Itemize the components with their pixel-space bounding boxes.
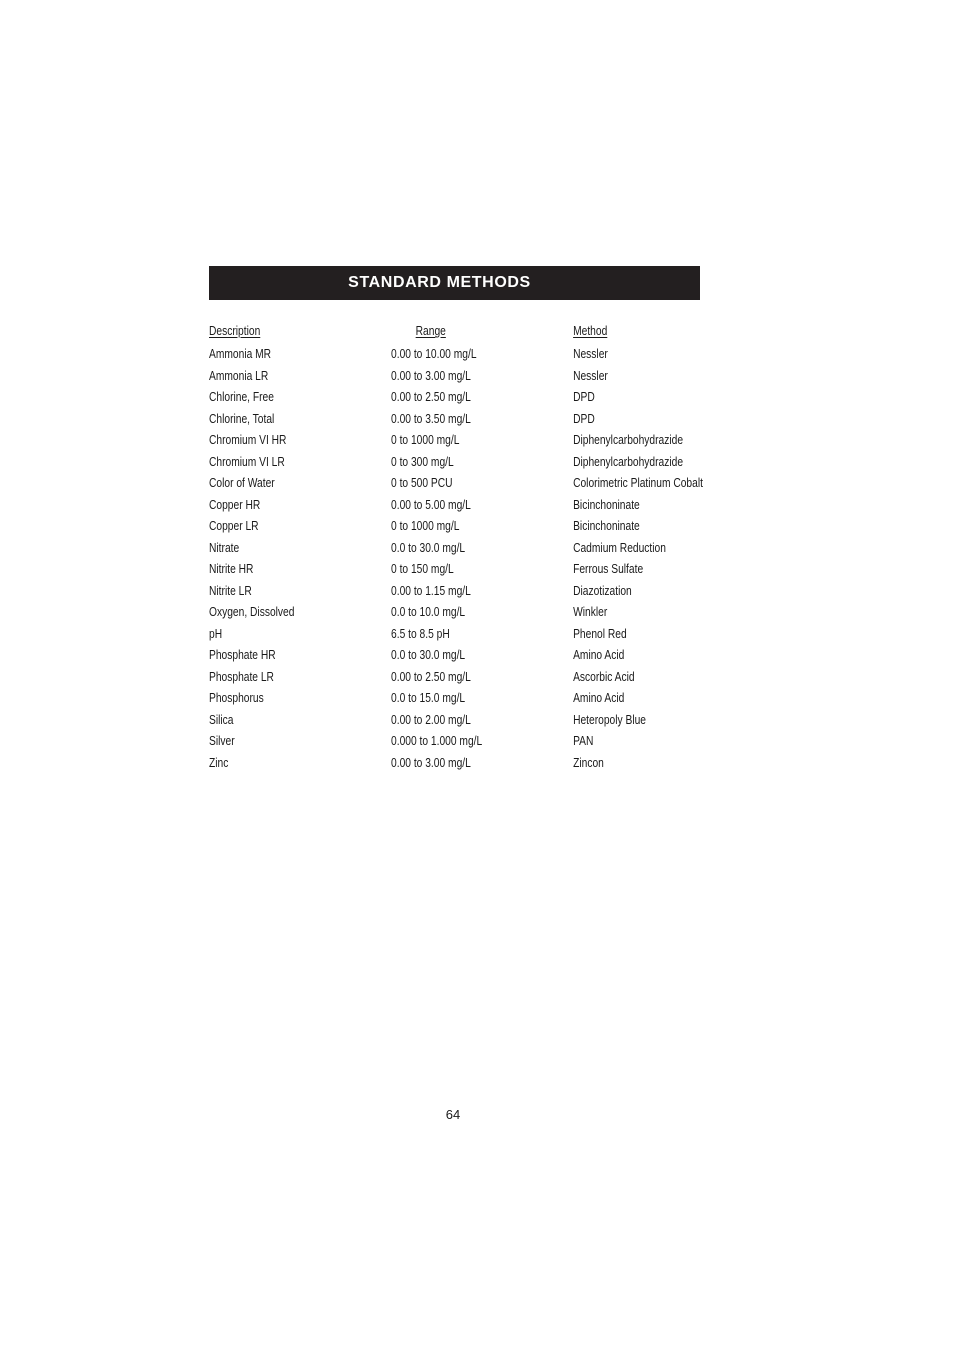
- cell-method: Diphenylcarbohydrazide: [573, 454, 684, 469]
- cell-method: Diazotization: [573, 583, 632, 598]
- cell-range: 0.00 to 5.00 mg/L: [391, 497, 471, 512]
- cell-range: 0 to 1000 mg/L: [391, 519, 460, 533]
- cell-range: 0 to 1000 mg/L: [391, 433, 460, 447]
- table-row: [209, 452, 684, 474]
- cell-range: 0.00 to 3.50 mg/L: [391, 411, 471, 426]
- cell-range: 0.00 to 3.00 mg/L: [391, 755, 471, 770]
- table-row: [209, 366, 635, 388]
- cell-method: Cadmium Reduction: [573, 540, 666, 555]
- table-row: [209, 538, 666, 560]
- table-row: [209, 602, 635, 624]
- cell-range: 0.00 to 2.50 mg/L: [391, 390, 471, 404]
- header-method: Method: [573, 324, 608, 338]
- cell-description: Phosphate HR: [209, 648, 276, 662]
- cell-description: Nitrite HR: [209, 562, 254, 576]
- table-row: [209, 516, 640, 538]
- cell-description: Nitrite LR: [209, 583, 252, 598]
- table-row: [209, 495, 640, 517]
- cell-description: Silica: [209, 712, 234, 727]
- cell-method: DPD: [573, 411, 595, 426]
- table-row: [209, 581, 635, 603]
- table-row: [209, 559, 644, 581]
- table-row: [209, 667, 635, 689]
- cell-description: Silver: [209, 734, 235, 748]
- cell-description: Ammonia MR: [209, 347, 272, 361]
- cell-description: Phosphorus: [209, 691, 264, 705]
- cell-description: Color of Water: [209, 476, 275, 490]
- table-row: [209, 430, 684, 452]
- cell-method: Winkler: [573, 605, 608, 619]
- table-row: [209, 710, 647, 732]
- cell-description: Copper HR: [209, 497, 261, 512]
- header-description: Description: [209, 324, 261, 338]
- cell-method: Ascorbic Acid: [573, 669, 635, 684]
- table-row: [209, 409, 635, 431]
- cell-method: Nessler: [573, 368, 608, 383]
- table-row: [209, 688, 635, 710]
- table-row: [209, 731, 635, 753]
- cell-method: Bicinchoninate: [573, 519, 640, 533]
- cell-range: 0 to 500 PCU: [391, 476, 453, 490]
- header-range: Range: [415, 324, 446, 338]
- cell-description: Oxygen, Dissolved: [209, 605, 295, 619]
- section-title-bar: [209, 266, 700, 300]
- cell-range: 0.00 to 2.50 mg/L: [391, 669, 471, 684]
- cell-method: Amino Acid: [573, 648, 625, 662]
- table-header-row: [209, 320, 635, 342]
- methods-table: [209, 320, 703, 774]
- cell-description: Chlorine, Total: [209, 411, 275, 426]
- table-row: [209, 753, 635, 775]
- cell-range: 6.5 to 8.5 pH: [391, 626, 450, 641]
- cell-method: PAN: [573, 734, 594, 748]
- cell-method: Ferrous Sulfate: [573, 562, 644, 576]
- table-row: [209, 387, 635, 409]
- cell-range: 0.0 to 30.0 mg/L: [391, 648, 466, 662]
- cell-range: 0.0 to 15.0 mg/L: [391, 691, 466, 705]
- cell-description: Nitrate: [209, 540, 240, 555]
- cell-range: 0 to 300 mg/L: [391, 454, 454, 469]
- cell-description: Chlorine, Free: [209, 390, 274, 404]
- cell-description: pH: [209, 626, 223, 641]
- table-body: [209, 344, 703, 774]
- cell-range: 0.00 to 10.00 mg/L: [391, 347, 477, 361]
- cell-description: Copper LR: [209, 519, 259, 533]
- cell-range: 0.00 to 3.00 mg/L: [391, 368, 471, 383]
- table-row: [209, 473, 703, 495]
- cell-method: Zincon: [573, 755, 604, 770]
- cell-range: 0.0 to 10.0 mg/L: [391, 605, 466, 619]
- table-row: [209, 645, 635, 667]
- cell-description: Ammonia LR: [209, 368, 269, 383]
- cell-description: Zinc: [209, 755, 229, 770]
- cell-method: Colorimetric Platinum Cobalt: [573, 476, 703, 490]
- cell-description: Chromium VI LR: [209, 454, 285, 469]
- cell-description: Chromium VI HR: [209, 433, 287, 447]
- page-number: 64: [445, 1107, 461, 1122]
- table-row: [209, 344, 635, 366]
- cell-description: Phosphate LR: [209, 669, 274, 684]
- cell-method: Diphenylcarbohydrazide: [573, 433, 684, 447]
- cell-method: Heteropoly Blue: [573, 712, 647, 727]
- cell-range: 0 to 150 mg/L: [391, 562, 454, 576]
- cell-method: DPD: [573, 390, 595, 404]
- cell-range: 0.00 to 1.15 mg/L: [391, 583, 471, 598]
- cell-method: Phenol Red: [573, 626, 627, 641]
- cell-method: Nessler: [573, 347, 608, 361]
- cell-range: 0.0 to 30.0 mg/L: [391, 540, 466, 555]
- cell-method: Amino Acid: [573, 691, 625, 705]
- cell-range: 0.00 to 2.00 mg/L: [391, 712, 471, 727]
- cell-range: 0.000 to 1.000 mg/L: [391, 734, 483, 748]
- section-title: STANDARD METHODS: [348, 274, 531, 291]
- cell-method: Bicinchoninate: [573, 497, 640, 512]
- table-row: [209, 624, 635, 646]
